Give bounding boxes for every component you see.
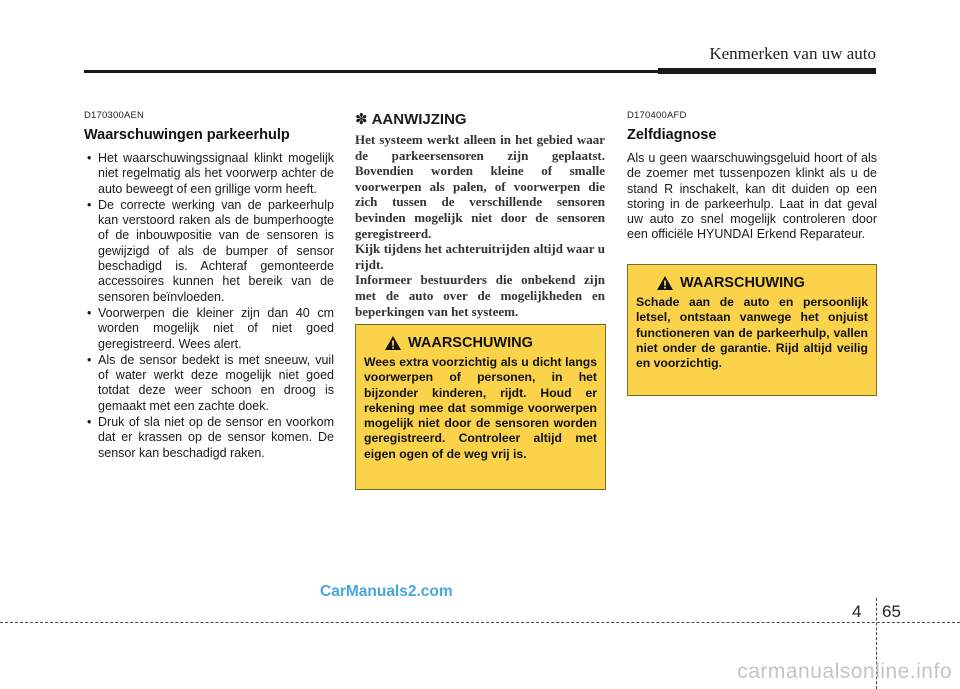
section-heading: Zelfdiagnose <box>627 127 717 143</box>
list-item: • Het waarschuwingssignaal klinkt mogelijk niet regelmatig als het voorwerp achter de auto beweegt of een grillige vorm heeft. <box>87 151 334 196</box>
asterisk-icon: ✽ <box>355 111 368 128</box>
warning-triangle-icon <box>384 335 402 351</box>
column-parking-warnings <box>84 110 334 462</box>
footer-rule <box>0 622 960 623</box>
warning-body: Wees extra voorzichtig als u dicht langs voorwerpen of personen, in het bijzonder kinderen, rijdt. Houd er rekening mee dat sommige voorwerpen mogelijk niet door de sensoren worden geregistreerd. Controleer altijd met eigen ogen of de weg vrij is. <box>364 355 597 461</box>
warning-title: WAARSCHUWING <box>408 335 533 351</box>
warning-body: Schade aan de auto en persoonlijk letsel, ontstaan vanwege het onjuist functioneren van de parkeerhulp, vallen niet onder de garantie. Rijd altijd veilig en voorzichtig. <box>636 295 868 371</box>
section-code: D170400AFD <box>627 110 687 121</box>
bullet-icon: • <box>87 415 92 430</box>
bullet-icon: • <box>87 352 92 367</box>
section-title: Kenmerken van uw auto <box>709 44 876 63</box>
bullet-icon: • <box>87 305 92 320</box>
site-watermark: carmanualsonline.info <box>737 660 952 683</box>
warning-box-sensor <box>355 324 606 490</box>
carmanuals-logo[interactable]: CarManuals2.com <box>320 583 453 600</box>
column-self-diagnosis <box>627 110 877 243</box>
column-note <box>355 110 605 319</box>
warning-title: WAARSCHUWING <box>680 275 805 291</box>
header-rule-accent <box>658 68 876 74</box>
note-body: Het systeem werkt alleen in het gebied waar de parkeersensoren zijn geplaatst. Bovendien worden kleine of smalle voorwerpen als palen, of voorwerpen die zich tussen de verschillende sensoren bevinden mogelijk niet door de sensoren geregistreerd. Kijk tijdens het achteruitrijden altijd waar u rijdt. Informeer bestuurders die onbekend zijn met de auto over de mogelijkheden en beperkingen van het systeem. <box>355 132 605 319</box>
list-item: • Voorwerpen die kleiner zijn dan 40 cm worden mogelijk niet of niet goed geregistreerd. Wees alert. <box>87 305 334 351</box>
chapter-number: 4 <box>852 602 862 621</box>
warning-box-damage <box>627 264 877 396</box>
self-diagnosis-text: Als u geen waarschuwingsgeluid hoort of als de zoemer met tussenpozen klinkt als u de stand R inschakelt, kan dit duiden op een storing in de parkeerhulp. Laat in dat geval uw auto zo snel mogelijk controleren door een officiële HYUNDAI Erkend Reparateur. <box>627 151 877 242</box>
note-title: AANWIJZING <box>371 110 467 128</box>
warning-heading <box>384 335 597 351</box>
warning-heading <box>656 275 868 291</box>
section-code: D170300AEN <box>84 110 145 121</box>
bullet-icon: • <box>87 151 92 165</box>
bullet-icon: • <box>87 197 92 212</box>
list-item: • De correcte werking van de parkeerhulp kan verstoord raken als de bumperhoogte of de inbouwpositie van de sensoren is gewijzigd of als de bumper of sensor beschadigd is. Achteraf gemonteerde accessoires kunnen het bereik van de sensoren beïnvloeden. <box>87 197 334 304</box>
list-item: • Als de sensor bedekt is met sneeuw, vuil of water werkt deze mogelijk niet goed totdat deze weer schoon en droog is gemaakt met een zachte doek. <box>87 352 334 413</box>
note-heading <box>355 110 605 128</box>
warning-bullet-list <box>84 151 334 461</box>
warning-triangle-icon <box>656 275 674 291</box>
section-heading: Waarschuwingen parkeerhulp <box>84 127 290 143</box>
page-number: 65 <box>882 602 901 621</box>
list-item: • Druk of sla niet op de sensor en voorkom dat er krassen op de sensor komen. De sensor kan beschadigd raken. <box>87 415 334 460</box>
